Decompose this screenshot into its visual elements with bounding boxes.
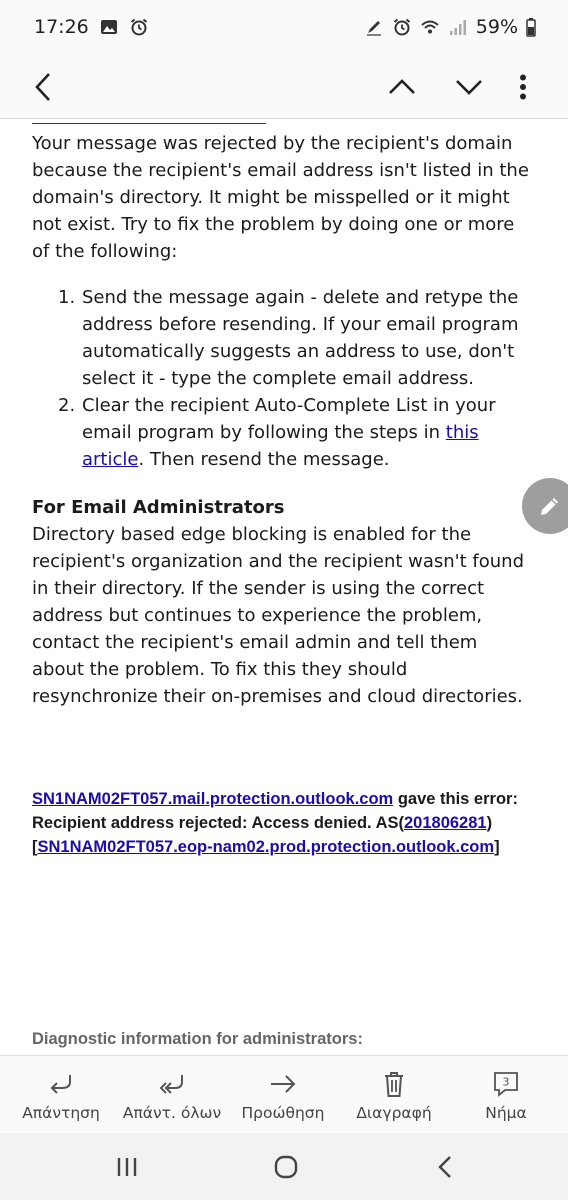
pen-icon <box>364 17 384 37</box>
reply-icon <box>46 1070 76 1098</box>
thread-button[interactable]: 3 Νήμα <box>451 1070 561 1122</box>
diagnostic-heading: Diagnostic information for administrators: <box>32 1030 363 1048</box>
reply-all-button[interactable]: Απάντ. όλων <box>117 1070 227 1122</box>
battery-level: 59% <box>475 16 518 38</box>
trash-icon <box>379 1070 409 1098</box>
more-options-button[interactable] <box>500 64 546 110</box>
list-item: 2. Clear the recipient Auto-Complete List in your email program by following the steps in this article. Then resend the message. <box>58 395 496 470</box>
alarm-icon <box>392 17 412 37</box>
recent-apps-button[interactable] <box>109 1151 145 1183</box>
list-item: 1. Send the message again - delete and retype the address before resending. If your email program automatically suggests an address to use, don't select it - type the complete email address. <box>58 287 519 389</box>
chevron-left-icon <box>436 1154 454 1180</box>
previous-message-button[interactable] <box>379 64 425 110</box>
admin-heading: For Email Administrators <box>32 497 285 518</box>
this-article-link[interactable]: this article <box>82 422 479 470</box>
message-body <box>0 119 568 1055</box>
reply-all-icon <box>157 1070 187 1098</box>
gallery-icon <box>99 17 119 37</box>
delete-button[interactable]: Διαγραφή <box>339 1070 449 1122</box>
signal-icon <box>448 17 468 37</box>
chevron-left-icon <box>32 71 54 103</box>
more-vertical-icon <box>519 74 527 100</box>
chevron-up-icon <box>387 77 417 97</box>
server-link[interactable]: SN1NAM02FT057.mail.protection.outlook.com <box>32 790 394 808</box>
thread-icon <box>491 1070 521 1098</box>
system-back-button[interactable] <box>427 1151 463 1183</box>
battery-icon <box>526 17 536 37</box>
forward-icon <box>268 1070 298 1098</box>
reply-button[interactable]: Απάντηση <box>6 1070 116 1122</box>
chevron-down-icon <box>454 77 484 97</box>
admin-text: Directory based edge blocking is enabled for the recipient's organization and the recipient wasn't found in their directory. If the sender is using the correct address but continues to experience the problem, contact the recipient's email admin and tell them about the problem. To fix this they should resynchronize their on-premises and cloud directories. <box>32 524 525 707</box>
app-bar <box>0 56 568 119</box>
alarm-icon <box>129 17 149 37</box>
svg-text:3: 3 <box>502 1075 510 1089</box>
clock: 17:26 <box>34 16 89 38</box>
bottom-toolbar <box>0 1055 568 1134</box>
pencil-icon <box>538 494 562 518</box>
status-bar <box>0 0 568 56</box>
home-icon <box>273 1154 299 1180</box>
wifi-icon <box>420 17 440 37</box>
eop-server-link[interactable]: SN1NAM02FT057.eop-nam02.prod.protection.outlook.com <box>37 838 495 856</box>
system-navigation-bar <box>0 1133 568 1200</box>
recent-apps-icon <box>115 1156 139 1178</box>
forward-button[interactable]: Προώθηση <box>228 1070 338 1122</box>
error-details: SN1NAM02FT057.mail.protection.outlook.com gave this error: Recipient address rejected: Access denied. AS(201806281) [SN1NAM02FT057.eop-nam02.prod.protection.outlook.com] <box>32 790 518 856</box>
truncated-link[interactable] <box>32 119 266 124</box>
home-button[interactable] <box>268 1151 304 1183</box>
rejection-explanation: Your message was rejected by the recipient's domain because the recipient's email address isn't listed in the domain's directory. It might be misspelled or it might not exist. Try to fix the problem by doing one or more of the following: <box>32 133 529 262</box>
fix-steps-list <box>32 284 532 473</box>
back-button[interactable] <box>20 64 66 110</box>
error-code-link[interactable]: 201806281 <box>404 814 487 832</box>
next-message-button[interactable] <box>446 64 492 110</box>
